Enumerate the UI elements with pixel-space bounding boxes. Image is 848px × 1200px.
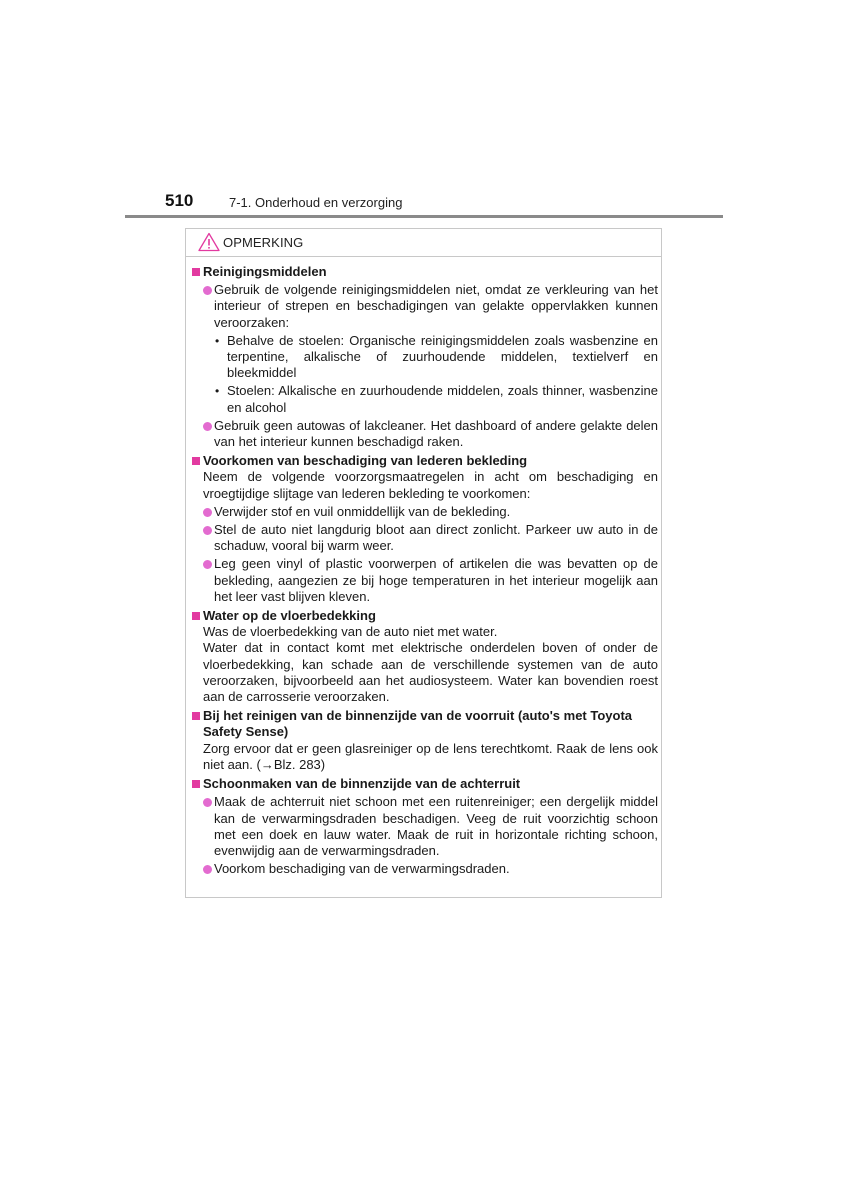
section-heading: Voorkomen van beschadiging van lederen bekleding <box>190 453 658 469</box>
paragraph: Zorg ervoor dat er geen glasreiniger op de lens terechtkomt. Raak de lens ook niet aan. (→Blz. 283) <box>203 740 658 772</box>
paragraph: Neem de volgende voorzorgsmaatregelen in acht om beschadiging en vroegtijdige slijtage van lederen bekleding te voorkomen: <box>203 469 658 501</box>
notice-title: OPMERKING <box>223 235 304 250</box>
section-heading: Schoonmaken van de binnenzijde van de achterruit <box>190 776 658 792</box>
page-number: 510 <box>165 191 194 210</box>
notice-box <box>185 228 662 898</box>
bullet-item: Leg geen vinyl of plastic voorwerpen of artikelen die was bevatten op de bekleding, aangezien ze bij hoge temperaturen in het interieur mogelijk aan het leer vast blijven kleven. <box>190 556 658 605</box>
header-divider <box>125 215 723 218</box>
bullet-item: Verwijder stof en vuil onmiddellijk van de bekleding. <box>190 504 658 520</box>
sub-bullet-item: • Behalve de stoelen: Organische reinigingsmiddelen zoals wasbenzine en terpentine, alkalische of zuurhoudende middelen, textielverf en bleekmiddel <box>190 333 658 382</box>
paragraph: Water dat in contact komt met elektrische onderdelen boven of onder de vloerbedekking, kan schade aan de verschillende systemen van de auto veroorzaken, bijvoorbeeld aan het audiosysteem. Water kan bovendien roest aan de carrosserie veroorzaken. <box>203 640 658 705</box>
bullet-item: Stel de auto niet langdurig bloot aan direct zonlicht. Parkeer uw auto in de schaduw, vooral bij warm weer. <box>190 522 658 554</box>
section-heading: Bij het reinigen van de binnenzijde van de voorruit (auto's met Toyota Safety Sense) <box>190 708 658 740</box>
bullet-item: Gebruik de volgende reinigingsmiddelen niet, omdat ze verkleuring van het interieur of strepen en beschadigingen van gelakte oppervlakken kunnen veroorzaken: <box>190 282 658 331</box>
bullet-item: Gebruik geen autowas of lakcleaner. Het dashboard of andere gelakte delen van het interieur kunnen beschadigd raken. <box>190 418 658 450</box>
bullet-item: Maak de achterruit niet schoon met een ruitenreiniger; een dergelijk middel kan de verwarmingsdraden beschadigen. Veeg de ruit voorzichtig schoon met een doek en lauw water. Maak de ruit in horizontale richting schoon, evenwijdig aan de verwarmingsdraden. <box>190 794 658 859</box>
notice-content <box>190 264 658 877</box>
section-heading: Reinigingsmiddelen <box>190 264 658 280</box>
paragraph: Was de vloerbedekking van de auto niet met water. <box>203 624 498 640</box>
section-title: 7-1. Onderhoud en verzorging <box>229 195 403 210</box>
warning-triangle-icon <box>198 232 220 252</box>
notice-header <box>186 229 661 257</box>
section-heading: Water op de vloerbedekking <box>190 608 658 624</box>
sub-bullet-item: • Stoelen: Alkalische en zuurhoudende middelen, zoals thinner, wasbenzine en alcohol <box>190 383 658 415</box>
bullet-item: Voorkom beschadiging van de verwarmingsdraden. <box>190 861 658 877</box>
